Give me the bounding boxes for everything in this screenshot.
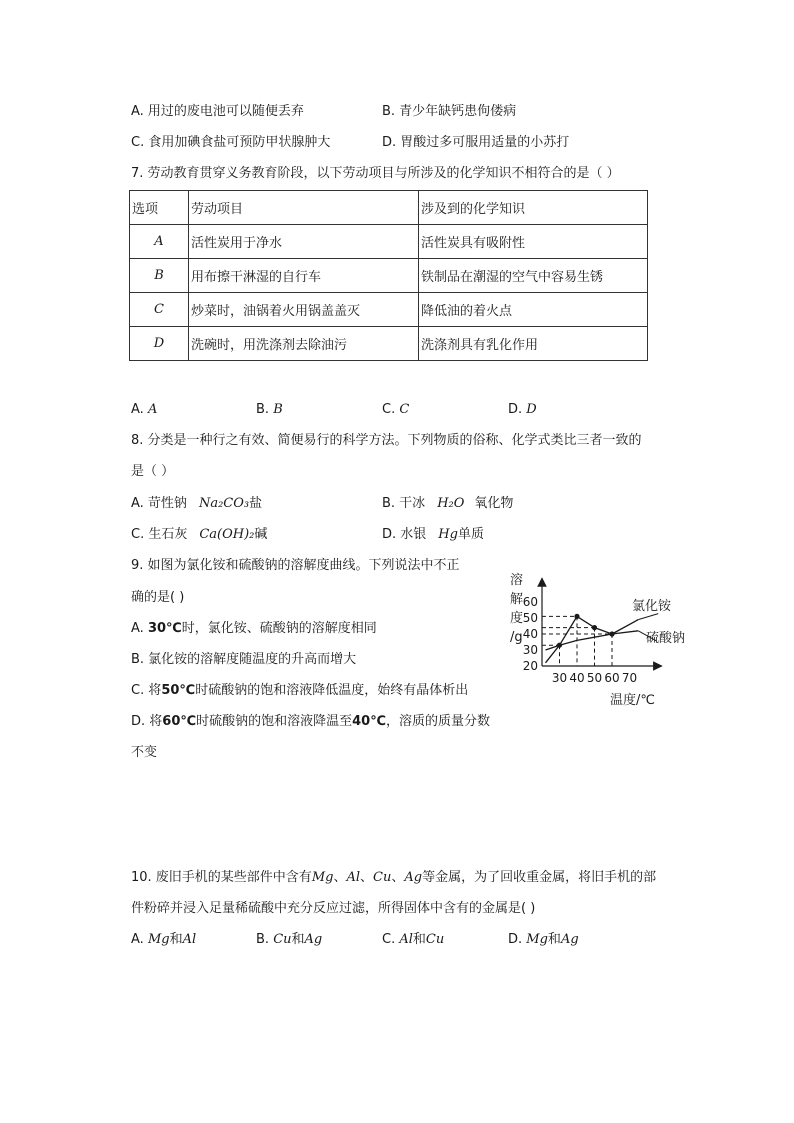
- chemical-formula: Ca(OH)₂: [199, 527, 255, 542]
- metal-symbol: Cu: [373, 870, 392, 885]
- table-cell-knowledge: 降低油的着火点: [419, 293, 648, 327]
- table-cell-knowledge: 洗涤剂具有乳化作用: [419, 327, 648, 361]
- option-text: 时硫酸钠的饱和溶液降温至: [196, 714, 353, 729]
- option-prefix: B.: [256, 932, 274, 947]
- option-label: D. 水银: [382, 527, 427, 542]
- q8-option-a: [131, 496, 262, 512]
- option-label: C. 生石灰: [131, 527, 188, 542]
- q7-table: [129, 190, 648, 361]
- table-cell-option: B: [130, 259, 189, 293]
- option-label: A. 苛性钠: [131, 496, 187, 511]
- metal-symbol: Mg: [147, 932, 170, 947]
- metal-symbol: Al: [346, 870, 361, 885]
- separator: 、: [391, 870, 405, 885]
- metal-symbol: Cu: [425, 932, 445, 947]
- y-tick-label: 20: [522, 659, 538, 673]
- temperature-value: 60℃: [162, 714, 197, 729]
- option-prefix: C. 将: [131, 683, 162, 698]
- temperature-value: 30℃: [147, 621, 182, 636]
- series-label: 硫酸钠: [646, 631, 686, 646]
- table-row: [130, 327, 648, 361]
- metal-symbol: Al: [399, 932, 413, 947]
- q9-option-d-continued: 不变: [131, 745, 158, 760]
- metal-symbol: Ag: [560, 932, 579, 947]
- q8-stem-line2: 是（ ）: [131, 464, 175, 479]
- table-cell-option: A: [130, 225, 189, 259]
- q10-stem-line2: 件粉碎并浸入足量稀硫酸中充分反应过滤，所得固体中含有的金属是( ): [131, 901, 536, 916]
- y-axis-label: 度: [510, 611, 524, 626]
- stem-text: 等金属，为了回收重金属，将旧手机的部: [422, 870, 657, 885]
- table-cell-item: 洗碗时，用洗涤剂去除油污: [189, 327, 419, 361]
- x-tick-label: 50: [586, 671, 603, 685]
- conjunction: 和: [291, 932, 305, 947]
- q10-option-c: [382, 932, 444, 948]
- option-prefix: C.: [382, 932, 400, 947]
- y-axis-label: /g: [510, 630, 523, 645]
- x-tick-label: 70: [621, 671, 638, 685]
- solubility-chart: [500, 556, 690, 716]
- stem-text: 10. 废旧手机的某些部件中含有: [131, 870, 312, 885]
- y-tick-label: 50: [522, 611, 538, 625]
- table-row: [130, 259, 648, 293]
- option-text: ，溶质的质量分数: [385, 714, 490, 729]
- metal-symbol: Ag: [404, 870, 423, 885]
- metal-symbol: Cu: [273, 932, 292, 947]
- table-cell-item: 用布擦干淋湿的自行车: [189, 259, 419, 293]
- substance-type: 氧化物: [474, 496, 514, 511]
- substance-type: 盐: [249, 496, 263, 511]
- q7-answer-c: [382, 402, 409, 418]
- conjunction: 和: [547, 932, 561, 947]
- table-header-cell: 选项: [130, 191, 189, 225]
- q8-option-c: [131, 527, 267, 543]
- metal-symbol: Mg: [311, 870, 334, 885]
- q10-stem-line1: [131, 870, 656, 886]
- q9-option-d: [131, 714, 490, 730]
- y-tick-label: 60: [522, 595, 538, 609]
- answer-letter: D: [526, 402, 537, 417]
- q7-stem: 7. 劳动教育贯穿义务教育阶段，以下劳动项目与所涉及的化学知识不相符合的是（ ）: [131, 166, 620, 181]
- table-cell-option: D: [130, 327, 189, 361]
- q9-option-c: [131, 683, 468, 699]
- option-prefix: D. 将: [131, 714, 163, 729]
- table-row: [130, 225, 648, 259]
- metal-symbol: Al: [182, 932, 197, 947]
- conjunction: 和: [412, 932, 426, 947]
- option-text: 时硫酸钠的饱和溶液降低温度，始终有晶体析出: [195, 683, 469, 698]
- table-cell-knowledge: 活性炭具有吸附性: [419, 225, 648, 259]
- y-tick-label: 30: [522, 643, 538, 657]
- table-cell-knowledge: 铁制品在潮湿的空气中容易生锈: [419, 259, 648, 293]
- separator: 、: [360, 870, 374, 885]
- q7-answer-b: [256, 402, 283, 418]
- q9-option-a: [131, 621, 377, 637]
- answer-prefix: A.: [131, 402, 148, 417]
- y-axis-label: 溶: [510, 573, 524, 588]
- answer-prefix: B.: [256, 402, 274, 417]
- q6-option-d: D. 胃酸过多可服用适量的小苏打: [382, 135, 570, 150]
- series-label: 氯化铵: [632, 599, 672, 614]
- chemical-formula: Na₂CO₃: [198, 496, 250, 511]
- answer-letter: A: [147, 402, 158, 417]
- table-cell-item: 活性炭用于净水: [189, 225, 419, 259]
- data-point: [609, 631, 614, 636]
- conjunction: 和: [169, 932, 183, 947]
- temperature-value: 40℃: [352, 714, 386, 729]
- x-tick-label: 40: [569, 671, 585, 685]
- x-tick-label: 60: [604, 671, 620, 685]
- table-row: [130, 293, 648, 327]
- q10-option-a: [131, 932, 196, 948]
- q9-stem-line1: 9. 如图为氯化铵和硫酸钠的溶解度曲线。下列说法中不正: [131, 558, 460, 573]
- option-prefix: A.: [131, 932, 148, 947]
- q6-option-b: B. 青少年缺钙患佝偻病: [382, 104, 517, 119]
- chemical-formula: H₂O: [437, 496, 465, 511]
- q7-answer-d: [508, 402, 537, 418]
- separator: 、: [333, 870, 347, 885]
- q6-option-a: A. 用过的废电池可以随便丢弃: [131, 104, 304, 119]
- q9-option-b: B. 氯化铵的溶解度随温度的升高而增大: [131, 652, 357, 667]
- q7-answer-a: [131, 402, 157, 418]
- option-label: B. 干冰: [382, 496, 426, 511]
- x-axis-label: 温度/℃: [610, 693, 655, 708]
- data-point: [557, 643, 562, 648]
- table-header-cell: 劳动项目: [189, 191, 419, 225]
- answer-prefix: C.: [382, 402, 400, 417]
- temperature-value: 50℃: [161, 683, 196, 698]
- option-prefix: A.: [131, 621, 148, 636]
- option-prefix: D.: [508, 932, 527, 947]
- y-axis-label: 解: [510, 592, 524, 607]
- metal-symbol: Mg: [526, 932, 548, 947]
- q9-stem-line2: 确的是( ): [131, 590, 185, 605]
- answer-prefix: D.: [508, 402, 527, 417]
- table-cell-item: 炒菜时，油锅着火用锅盖盖灭: [189, 293, 419, 327]
- data-point: [592, 625, 597, 630]
- q8-option-d: [382, 527, 484, 543]
- table-header-row: [130, 191, 648, 225]
- q8-stem-line1: 8. 分类是一种行之有效、简便易行的科学方法。下列物质的俗称、化学式类比三者一致的: [131, 433, 642, 448]
- q8-option-b: [382, 496, 513, 512]
- series-leader-line: [638, 614, 658, 620]
- chemical-formula: Hg: [438, 527, 458, 542]
- substance-type: 碱: [254, 527, 268, 542]
- table-header-cell: 涉及到的化学知识: [419, 191, 648, 225]
- answer-letter: C: [399, 402, 410, 417]
- q10-option-b: [256, 932, 322, 948]
- table-cell-option: C: [130, 293, 189, 327]
- option-text: 时，氯化铵、硫酸钠的溶解度相同: [181, 621, 377, 636]
- metal-symbol: Ag: [304, 932, 323, 947]
- q10-option-d: [508, 932, 579, 948]
- answer-letter: B: [273, 402, 283, 417]
- data-point: [574, 614, 579, 619]
- q6-option-c: C. 食用加碘食盐可预防甲状腺肿大: [131, 135, 331, 150]
- y-tick-label: 40: [522, 627, 538, 641]
- x-tick-label: 30: [551, 671, 568, 685]
- substance-type: 单质: [457, 527, 484, 542]
